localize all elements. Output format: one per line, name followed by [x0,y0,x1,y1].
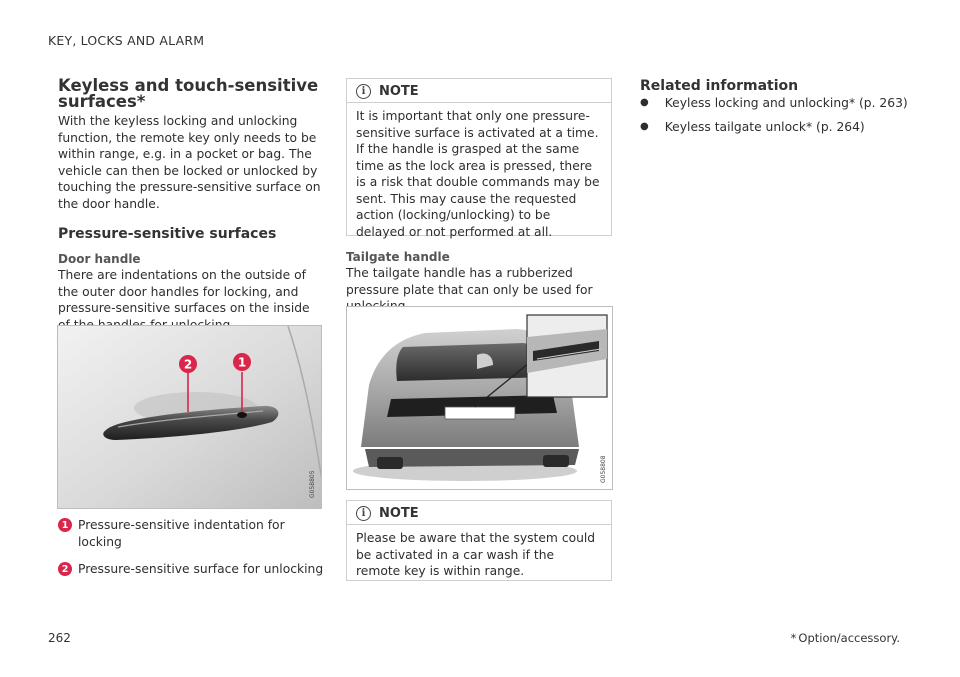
door-handle-text: There are indentations on the outside of the outer door handles for locking, and pressure-sensitive surfaces on the inside [58,268,310,315]
related-link-text[interactable]: Keyless tailgate unlock* (p. 264) [664,120,865,134]
page-header: KEY, LOCKS AND ALARM [48,33,205,48]
note-body [347,103,611,248]
callout-text: Pressure-sensitive surface for unlocking [78,562,324,576]
page-number: 262 [48,631,71,645]
tailgate-heading: Tailgate handle [346,250,450,264]
figure-code: G058808 [600,455,607,483]
callout-item-1 [58,517,328,550]
column-1 [58,78,322,333]
callout-number-badge: 2 [58,562,72,576]
door-handle-figure [57,325,322,509]
info-icon: i [356,506,371,521]
bullet-icon: ● [640,121,649,132]
note-title: NOTE [379,84,419,99]
tailgate-figure [346,306,613,490]
related-info-heading: Related information [640,78,799,94]
footnote [791,631,900,645]
column-3 [640,78,910,135]
section-heading: Keyless and touch-sensitive surfaces* [58,76,319,111]
note-box-2 [346,500,612,581]
door-handle-illustration [58,326,322,509]
note-header [347,79,611,103]
figure-label-2: 2 [183,357,193,372]
note-body [347,525,611,588]
callout-list [58,517,328,578]
related-link-2[interactable] [640,119,910,135]
info-icon: i [356,84,371,99]
note-title: NOTE [379,506,419,521]
figure-code: G058805 [309,470,316,498]
callout-number-badge: 1 [58,518,72,532]
tailgate-text: The tailgate handle has a rubberized pressure plate that can only be used for [346,266,593,297]
note-text: Please be aware that the system could be activated in a car wash if the remote key is within range. [356,531,596,578]
note-box-1 [346,78,612,239]
related-link-1[interactable] [640,95,910,111]
related-link-text[interactable]: Keyless locking and unlocking* (p. 263) [664,96,908,110]
callout-text: Pressure-sensitive indentation for locking [78,518,285,549]
subheading-pressure-surfaces: Pressure-sensitive surfaces [58,226,277,242]
bullet-icon: ● [640,97,649,108]
footnote-mark: * [790,631,797,645]
tailgate-illustration [347,307,613,490]
note-text: It is important that only one pressure-sensitive surface is activated at a time. If the handle is grasped at the same time as the lock area is pressed, there is a risk that double commands may be sent. This may cause the requested action (locking/unlocking) to be delayed or not performed at all. [356,109,600,239]
callout-item-2 [58,561,328,578]
door-handle-heading: Door handle [58,252,141,266]
note-header [347,501,611,525]
figure-label-1: 1 [237,355,247,370]
intro-paragraph: With the keyless locking and unlocking function, the remote key only needs to be within range, e.g. in a pocket or bag. The vehicle can then be locked or unlocked by touching the pressure-sensitive surface on the door handle. [58,114,321,211]
tailgate-section [346,250,612,315]
footnote-text: Option/accessory. [798,631,900,645]
